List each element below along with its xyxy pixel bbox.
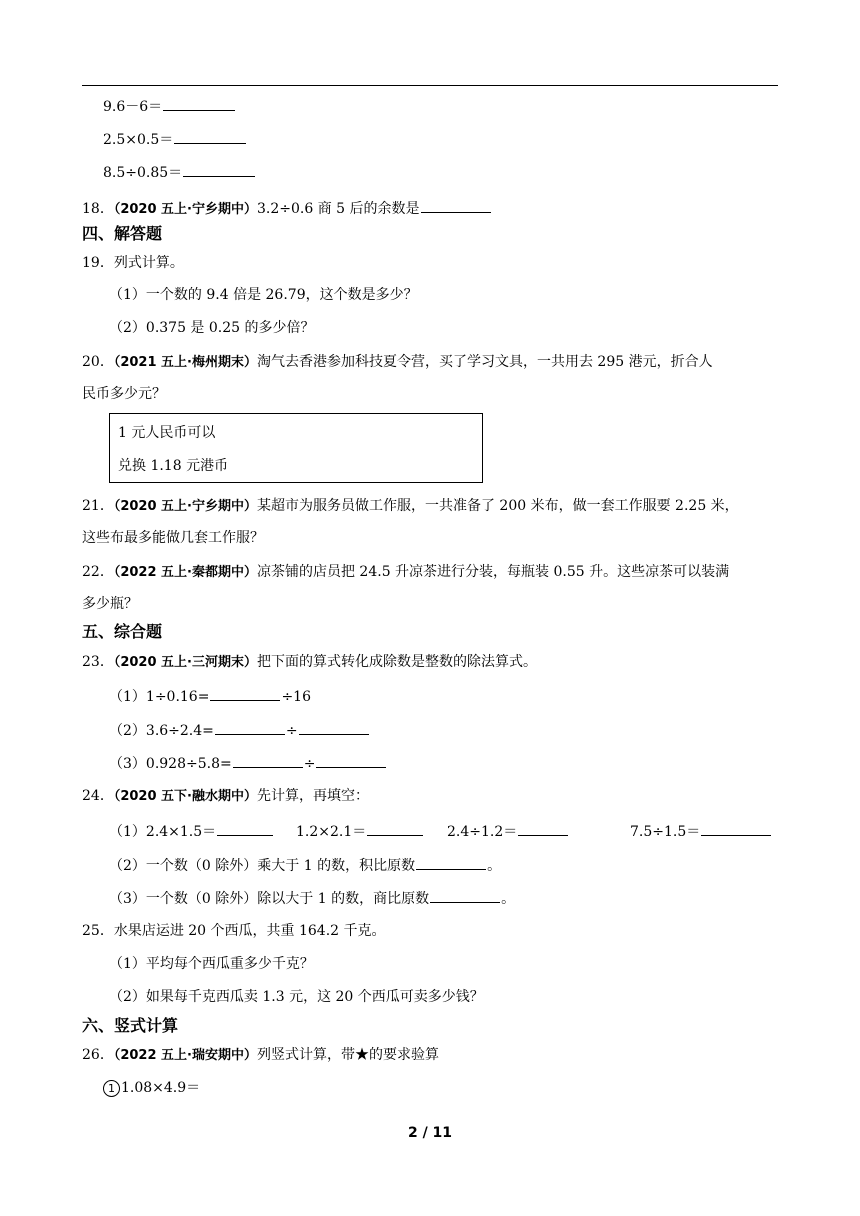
answer-blank[interactable] [174,129,246,144]
section-heading: 四、解答题 [82,224,163,243]
calc-text: 1.2×2.1＝ [296,824,367,840]
sub-question-text: （3）0.928÷5.8= [109,756,232,772]
sub-question [109,753,387,773]
sub-question: （1）平均每个西瓜重多少千克？ [109,956,314,972]
question-number: 26． [82,1047,114,1063]
sub-question-text: （1）1÷0.16= [109,689,210,705]
question-text: 某超市为服务员做工作服，一共准备了 200 米布，做一套工作服要 2.25 米， [256,498,739,514]
answer-blank[interactable] [430,888,500,903]
answer-blank[interactable] [210,686,280,701]
box-line: 兑换 1.18 元港币 [118,458,229,474]
question-number: 22． [82,564,114,580]
sub-question [109,720,370,740]
question-25 [82,922,386,940]
answer-blank[interactable] [183,162,255,177]
question-text-cont: 民币多少元？ [82,386,166,402]
expression-line [103,129,247,149]
question-text: 凉茶铺的店员把 24.5 升凉茶进行分装，每瓶装 0.55 升。这些凉茶可以装满 [256,564,730,580]
answer-blank[interactable] [416,855,486,870]
answer-blank[interactable] [233,753,303,768]
sub-question [109,855,501,875]
question-number: 23． [82,654,114,670]
question-number: 21． [82,498,114,514]
sub-question [103,1079,200,1097]
page-number: 2 / 11 [407,1125,453,1141]
calc-item [109,821,274,841]
sub-question-text: ÷ [285,723,298,739]
sub-question-text: ÷ [303,756,316,772]
question-number: 24． [82,788,114,804]
answer-blank[interactable] [217,821,273,836]
sub-question-text: （3）一个数（0 除外）除以大于 1 的数，商比原数 [109,891,430,907]
question-text: 把下面的算式转化成除数是整数的除法算式。 [256,654,537,670]
section-heading: 五、综合题 [82,622,163,641]
question-source: （2022 五上·秦都期中） [113,565,257,580]
question-text: 淘气去香港参加科技夏令营，买了学习文具，一共用去 295 港元，折合人 [256,354,713,370]
answer-blank[interactable] [299,720,369,735]
answer-blank[interactable] [163,96,235,111]
question-text-cont: 多少瓶？ [82,596,138,612]
sub-question: （2）0.375 是 0.25 的多少倍？ [109,320,315,336]
answer-blank[interactable] [316,753,386,768]
sub-question: （1）一个数的 9.4 倍是 26.79，这个数是多少？ [109,287,418,303]
expression-text: 2.5×0.5＝ [103,132,174,148]
sub-question-text: 。 [487,858,502,874]
sub-question: （2）如果每千克西瓜卖 1.3 元，这 20 个西瓜可卖多少钱？ [109,989,484,1005]
section-heading: 六、竖式计算 [82,1016,179,1035]
question-22 [82,563,729,582]
question-text-cont: 这些布最多能做几套工作服？ [82,530,264,546]
expression-text: 8.5÷0.85＝ [103,165,183,181]
question-24 [82,787,369,806]
question-21 [82,497,739,516]
calc-item [296,821,424,841]
question-26 [82,1046,439,1065]
question-number: 18． [82,201,114,217]
answer-blank[interactable] [215,720,285,735]
question-text: 列式计算。 [113,255,184,271]
question-source: （2021 五上·梅州期末） [113,355,257,370]
question-source: （2020 五上·宁乡期中） [113,499,257,514]
question-source: （2022 五上·瑞安期中） [113,1048,257,1063]
sub-question-text: （2）一个数（0 除外）乘大于 1 的数，积比原数 [109,858,416,874]
answer-blank[interactable] [518,821,568,836]
sub-question-text: 1.08×4.9＝ [121,1080,201,1096]
question-source: （2020 五上·宁乡期中） [113,202,257,217]
question-23 [82,653,537,672]
box-line: 1 元人民币可以 [118,425,216,441]
question-text: 列竖式计算，带★的要求验算 [256,1047,439,1063]
question-source: （2020 五下·融水期中） [113,789,257,804]
sub-question-text: ÷16 [281,689,311,705]
calc-text: （1）2.4×1.5＝ [109,824,217,840]
question-text: 水果店运进 20 个西瓜，共重 164.2 千克。 [113,923,386,939]
question-source: （2020 五上·三河期末） [113,655,257,670]
question-19 [82,254,184,272]
question-number: 19． [82,255,114,271]
expression-line [103,96,236,116]
sub-question-text: （2）3.6÷2.4= [109,723,214,739]
sub-question [109,888,515,908]
question-number: 25． [82,923,114,939]
question-text: 3.2÷0.6 商 5 后的余数是 [256,201,420,217]
answer-blank[interactable] [701,821,771,836]
question-text: 先计算，再填空： [256,788,369,804]
answer-blank[interactable] [421,198,491,213]
header-rule [82,85,778,86]
calc-item [630,821,772,841]
question-number: 20． [82,354,114,370]
sub-question-text: 。 [501,891,516,907]
question-18 [82,198,492,219]
calc-item [447,821,569,841]
circled-number: 1 [103,1080,120,1097]
expression-text: 9.6－6＝ [103,99,163,115]
sub-question [109,686,311,706]
answer-blank[interactable] [367,821,423,836]
question-20 [82,353,713,372]
calc-text: 2.4÷1.2＝ [447,824,518,840]
expression-line [103,162,256,182]
calc-text: 7.5÷1.5＝ [630,824,701,840]
